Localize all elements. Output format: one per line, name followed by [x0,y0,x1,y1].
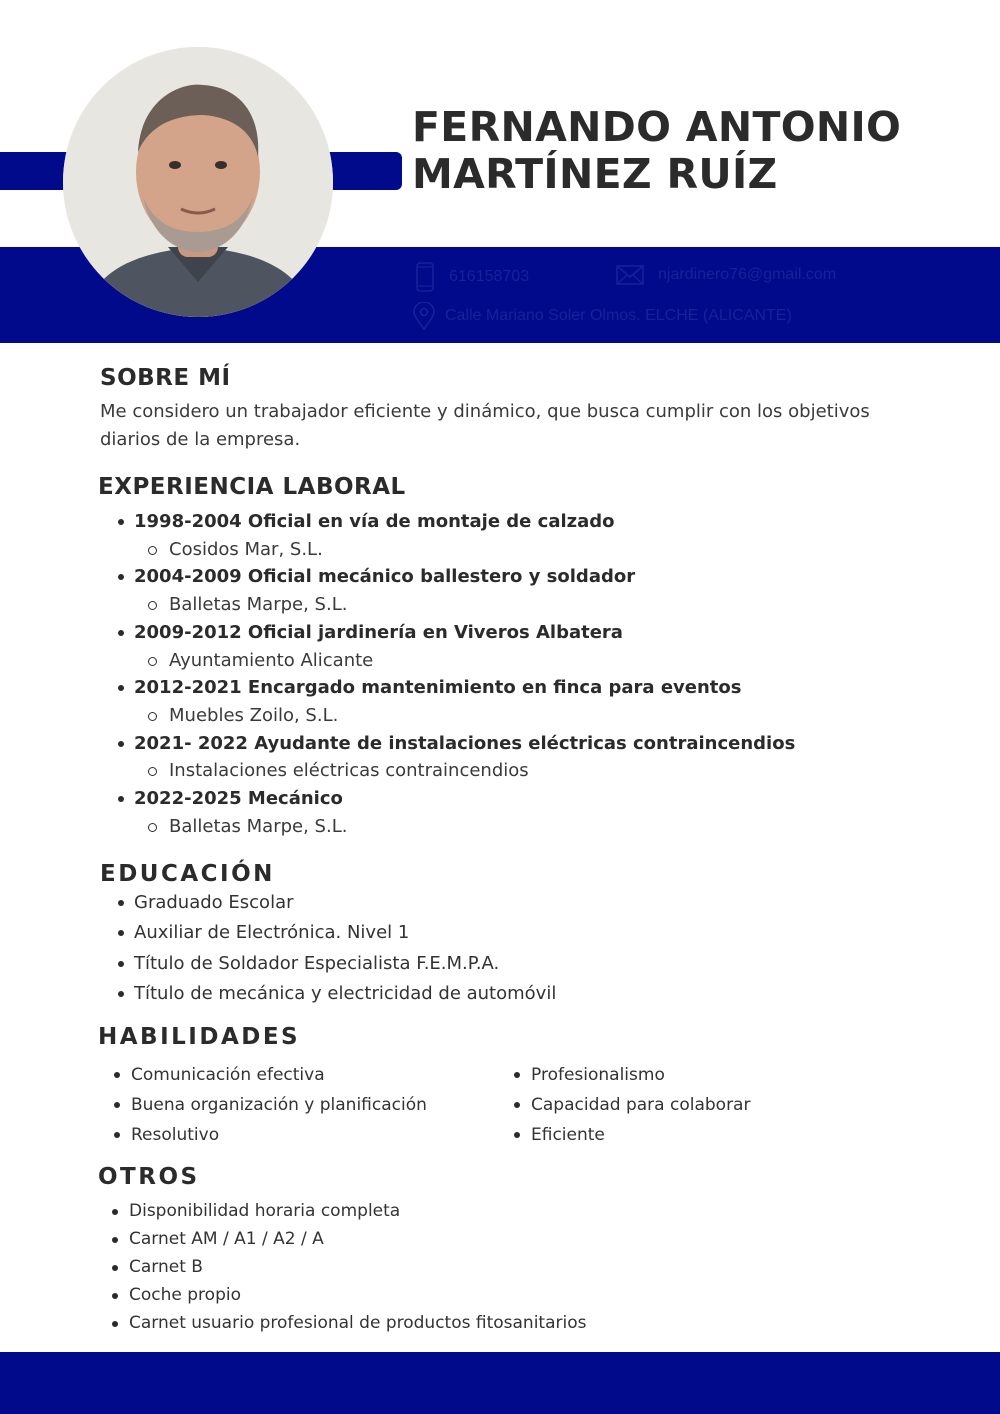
skill-item: Buena organización y planificación [131,1090,427,1120]
contact-address [413,302,792,330]
contact-email [616,264,836,286]
others-item: Carnet AM / A1 / A2 / A [129,1226,586,1254]
name-line-2: MARTÍNEZ RUÍZ [412,150,778,198]
experience-list [134,508,954,840]
education-item: Graduado Escolar [134,888,556,918]
smartphone-icon [415,262,435,292]
experience-job: 2004-2009 Oficial mecánico ballestero y soldador [134,563,954,591]
skill-item: Capacidad para colaborar [531,1090,750,1120]
experience-company: Ayuntamiento Alicante [134,647,954,675]
skills-list-right [531,1060,750,1151]
name-line-1: FERNANDO ANTONIO [412,103,902,151]
about-text: Me considero un trabajador eficiente y dinámico, que busca cumplir con los objetivos diarios de la empresa. [100,401,870,450]
experience-company: Muebles Zoilo, S.L. [134,702,954,730]
skill-item: Resolutivo [131,1120,427,1150]
section-title-experience: EXPERIENCIA LABORAL [98,474,406,500]
education-item: Título de mecánica y electricidad de automóvil [134,979,556,1009]
others-item: Carnet usuario profesional de productos fitosanitarios [129,1310,586,1338]
section-title-others: OTROS [98,1164,200,1190]
education-item: Auxiliar de Electrónica. Nivel 1 [134,918,556,948]
experience-job: 2009-2012 Oficial jardinería en Viveros Albatera [134,619,954,647]
email-link[interactable]: njardinero76@gmail.com [658,266,837,283]
experience-job: 1998-2004 Oficial en vía de montaje de calzado [134,508,954,536]
others-list [129,1198,586,1338]
education-list [134,888,556,1009]
section-title-about: SOBRE MÍ [100,365,231,391]
experience-job: 2012-2021 Encargado mantenimiento en finca para eventos [134,674,954,702]
experience-company: Balletas Marpe, S.L. [134,591,954,619]
experience-job: 2022-2025 Mecánico [134,785,954,813]
experience-company: Instalaciones eléctricas contraincendios [134,757,954,785]
education-item: Título de Soldador Especialista F.E.M.P.A. [134,949,556,979]
experience-job: 2021- 2022 Ayudante de instalaciones eléctricas contraincendios [134,730,954,758]
skill-item: Profesionalismo [531,1060,750,1090]
skills-list-left [131,1060,427,1151]
profile-photo [63,47,333,317]
candidate-name [412,104,972,198]
contact-phone [415,262,529,292]
address-text: Calle Mariano Soler Olmos. ELCHE (ALICANTE) [445,307,792,324]
others-item: Carnet B [129,1254,586,1282]
skill-item: Eficiente [531,1120,750,1150]
envelope-icon [616,264,644,286]
phone-link[interactable]: 616158703 [449,268,530,285]
experience-company: Balletas Marpe, S.L. [134,813,954,841]
skill-item: Comunicación efectiva [131,1060,427,1090]
section-title-skills: HABILIDADES [98,1024,301,1050]
others-item: Coche propio [129,1282,586,1310]
others-item: Disponibilidad horaria completa [129,1198,586,1226]
section-title-education: EDUCACIÓN [100,861,275,887]
experience-company: Cosidos Mar, S.L. [134,536,954,564]
location-pin-icon [413,302,435,330]
footer-band [0,1352,1000,1414]
